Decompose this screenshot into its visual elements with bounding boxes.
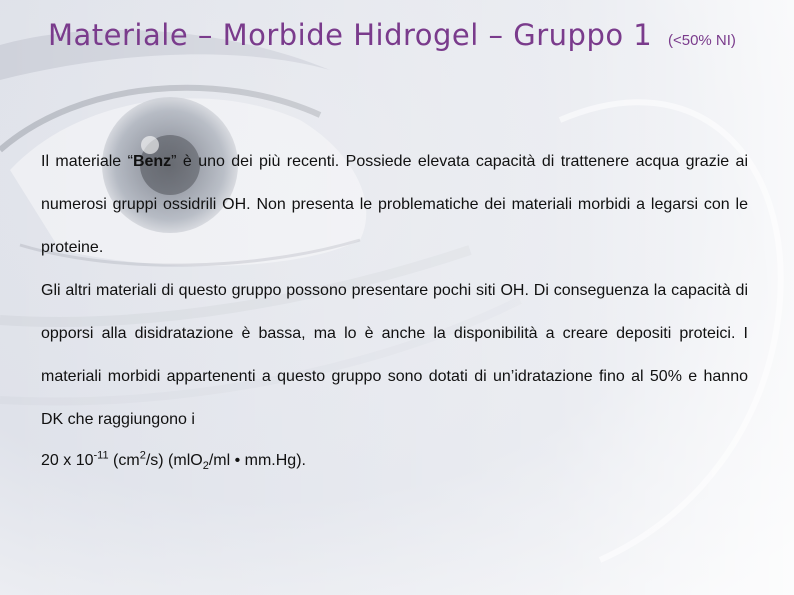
formula-unit-b: /s) (mlO xyxy=(145,452,203,469)
paragraph-1 xyxy=(41,140,748,269)
dk-formula xyxy=(41,439,748,482)
formula-unit-sub: 2 xyxy=(202,460,209,473)
formula-unit-c: /ml • mm.Hg). xyxy=(208,452,306,469)
slide-title xyxy=(48,18,788,52)
p1-before: Il materiale “ xyxy=(41,153,133,170)
p1-after: ” è uno dei più recenti. Possiede elevata capacità di trattenere acqua grazie ai numerosi gruppi ossidrili OH. Non presenta le problematiche dei materiali morbidi a legarsi con le proteine. xyxy=(41,153,749,256)
title-main: Materiale – Morbide Hidrogel – Gruppo 1 xyxy=(48,18,653,52)
formula-exponent: -11 xyxy=(93,449,109,462)
title-note: (<50% NI) xyxy=(667,32,736,49)
formula-unit-a: (cm xyxy=(108,452,140,469)
paragraph-2: Gli altri materiali di questo gruppo possono presentare pochi siti OH. Di conseguenza la capacità di opporsi alla disidratazione è bassa, ma lo è anche la disponibilità a creare depositi proteici. I materiali morbidi appartenenti a questo gruppo sono dotati di un’idratazione fino al 50% e hanno DK che raggiungono i xyxy=(41,282,748,428)
formula-unit-sup: 2 xyxy=(139,449,146,462)
formula-base: 20 x 10 xyxy=(41,452,94,469)
slide-body xyxy=(41,140,748,482)
p1-bold: Benz xyxy=(132,153,172,170)
